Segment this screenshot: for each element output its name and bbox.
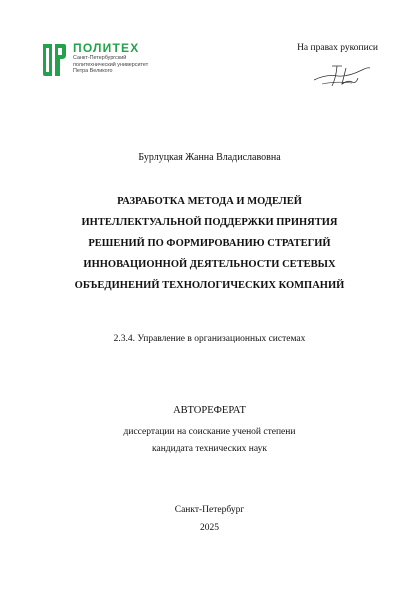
logo-subtitle-line: Санкт-Петербургский [73,55,127,61]
polytech-logo-icon [40,41,68,79]
specialty-code: 2.3.4. Управление в организационных системах [113,334,306,344]
logo-subtitle [73,55,148,75]
degree-description [0,424,419,458]
title-line: ИННОВАЦИОННОЙ ДЕЯТЕЛЬНОСТИ СЕТЕВЫХ [83,259,336,270]
title-line: ИНТЕЛЛЕКТУАЛЬНОЙ ПОДДЕРЖКИ ПРИНЯТИЯ [81,217,338,228]
manuscript-rights-note: На правах рукописи [297,43,378,53]
logo-subtitle-line: политехнический университет [73,61,149,68]
title-line: РЕШЕНИЙ ПО ФОРМИРОВАНИЮ СТРАТЕГИЙ [88,238,331,249]
dissertation-title [40,191,379,296]
author-name: Бурлуцкая Жанна Владиславовна [138,152,281,163]
title-line: РАЗРАБОТКА МЕТОДА И МОДЕЛЕЙ [117,196,302,207]
year: 2025 [200,523,219,533]
university-logo [40,40,170,82]
logo-name: ПОЛИТЕХ [73,41,140,55]
city: Санкт-Петербург [174,505,245,515]
degree-line: диссертации на соискание ученой степени [123,427,296,437]
title-line: ОБЪЕДИНЕНИЙ ТЕХНОЛОГИЧЕСКИХ КОМПАНИЙ [74,280,345,291]
logo-subtitle-line: Петра Великого [73,68,113,74]
abstract-label: АВТОРЕФЕРАТ [173,405,246,416]
degree-line: кандидата технических наук [152,444,267,454]
handwritten-signature [312,62,372,90]
